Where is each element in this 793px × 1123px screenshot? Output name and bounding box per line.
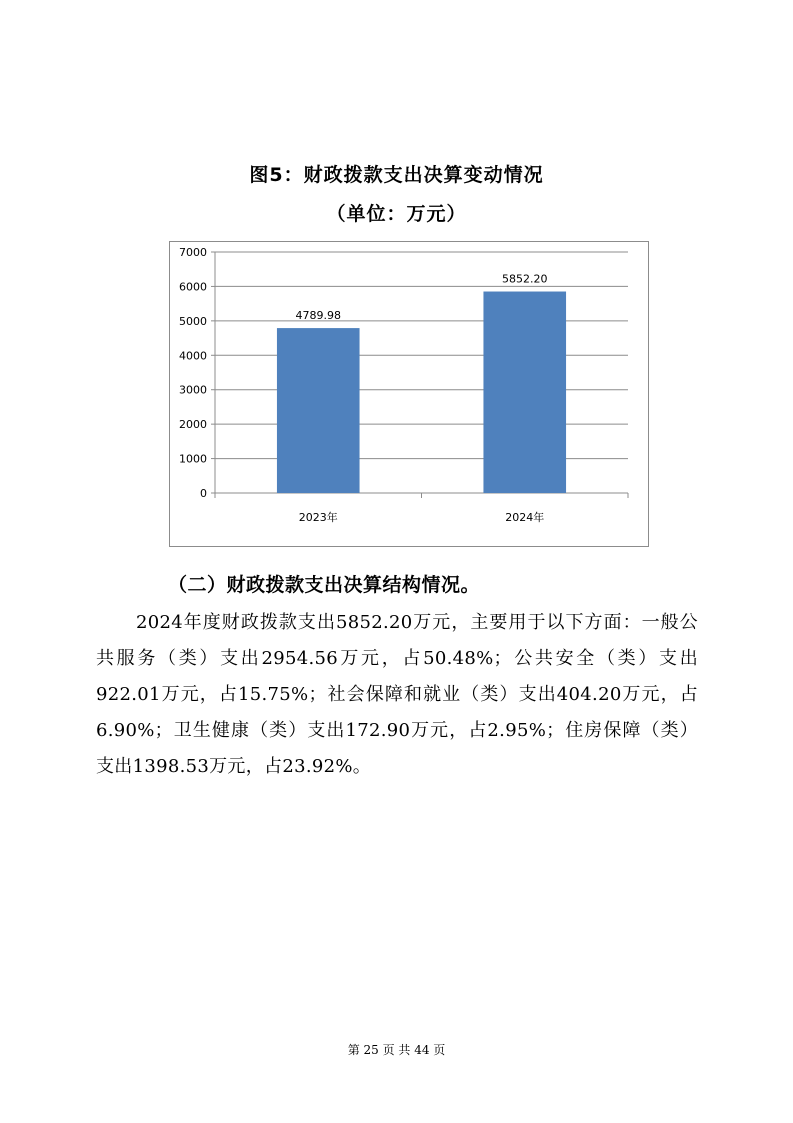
figure-unit: （单位：万元） xyxy=(326,203,467,225)
y-tick-label: 4000 xyxy=(179,349,207,363)
y-tick-label: 6000 xyxy=(179,280,207,294)
figure-title: 图5：财政拨款支出决算变动情况 xyxy=(249,164,544,186)
y-tick-label: 0 xyxy=(200,487,207,500)
section-heading: （二）财政拨款支出决算结构情况。 xyxy=(168,574,481,596)
y-tick-label: 2000 xyxy=(179,418,207,432)
bar-chart xyxy=(169,241,649,547)
bar-chart-svg xyxy=(170,242,648,546)
bar xyxy=(277,328,360,493)
y-tick-label: 3000 xyxy=(179,383,207,397)
x-tick-label: 2023年 xyxy=(298,511,338,524)
data-label: 4789.98 xyxy=(295,309,341,323)
y-tick-label: 7000 xyxy=(179,246,207,259)
body-paragraph: 2024年度财政拨款支出5852.20万元，主要用于以下方面：一般公共服务（类）支出2954.56万元，占50.48%；公共安全（类）支出922.01万元，占15.75%；社会保障和就业（类）支出404.20万元，占6.90%；卫生健康（类）支出172.90万元，占2.95%；住房保障（类）支出1398.53万元，占23.92%。 xyxy=(96,612,698,777)
data-label: 5852.20 xyxy=(502,272,548,286)
y-tick-label: 5000 xyxy=(179,314,207,328)
page-footer: 第 25 页 共 44 页 xyxy=(347,1043,446,1057)
y-tick-label: 1000 xyxy=(179,452,207,466)
bar xyxy=(483,292,566,493)
x-tick-label: 2024年 xyxy=(505,511,545,524)
